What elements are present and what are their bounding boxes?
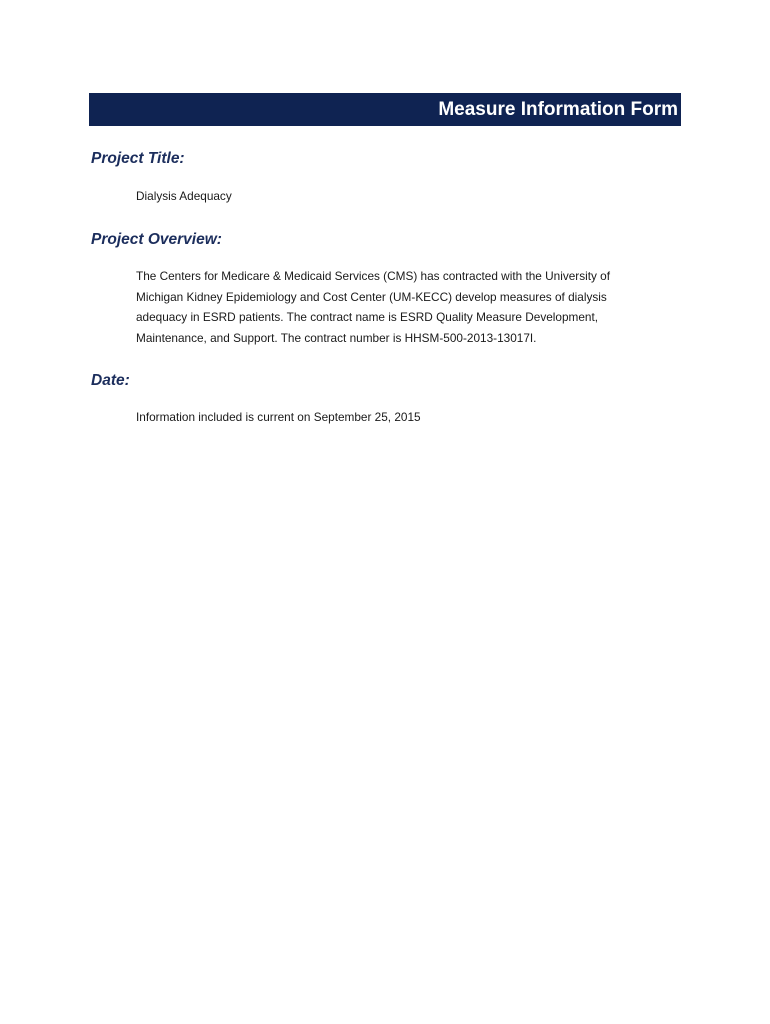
project-overview-text	[136, 266, 656, 348]
project-overview-line: The Centers for Medicare & Medicaid Services (CMS) has contracted with the University of	[136, 269, 611, 283]
project-title-heading: Project Title:	[91, 150, 185, 167]
project-overview-heading: Project Overview:	[91, 231, 222, 248]
date-value: Information included is current on September 25, 2015	[136, 410, 421, 424]
project-title-value: Dialysis Adequacy	[136, 189, 232, 203]
project-overview-line: adequacy in ESRD patients. The contract name is ESRD Quality Measure Development,	[136, 310, 599, 324]
date-heading: Date:	[91, 372, 130, 389]
project-overview-line: Maintenance, and Support. The contract number is HHSM-500-2013-13017I.	[136, 330, 537, 345]
form-title: Measure Information Form	[438, 98, 678, 120]
form-title-bar	[89, 93, 681, 126]
project-overview-line: Michigan Kidney Epidemiology and Cost Center (UM-KECC) develop measures of dialysis	[136, 289, 607, 304]
